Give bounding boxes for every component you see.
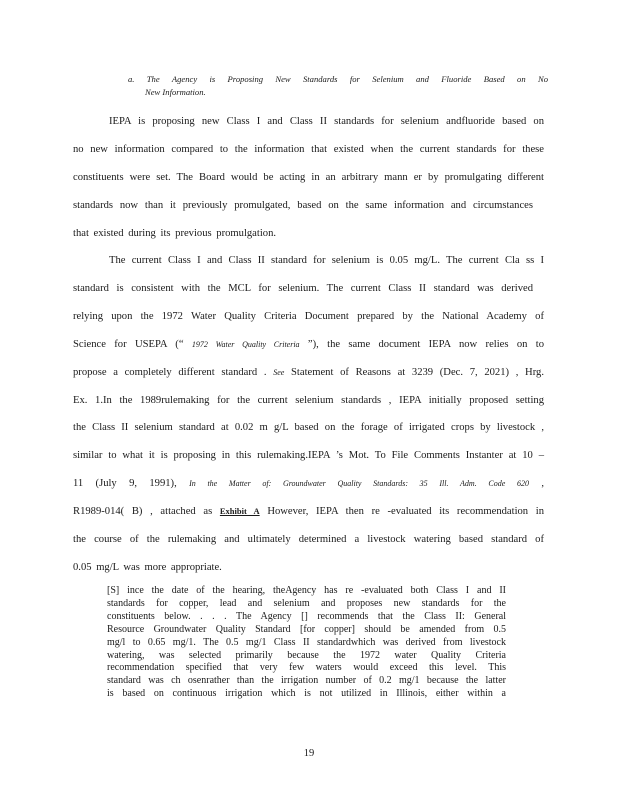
heading-line-2: New Information. — [145, 87, 206, 97]
paragraph-2-line — [73, 359, 544, 387]
quote-line: is based on continuous irrigation which is not utilized in Illinois, either within a — [107, 688, 506, 700]
quote-line: recommendation specified that very few waters would exceed this level. This — [107, 662, 506, 674]
citation-title: 1972 Water Quality Criteria — [191, 339, 300, 349]
paragraph-1-line: standards now than it previously promulgated, based on the same information and circumstances — [73, 199, 533, 211]
paragraph-2-line: the course of the rulemaking and ultimately determined a livestock watering based standard of — [73, 534, 544, 546]
text-segment: propose a completely different standard . — [73, 366, 267, 378]
paragraph-2-line — [73, 498, 544, 526]
text-segment: , — [541, 478, 544, 490]
quote-line: mg/l to 0.65 mg/1. The 0.5 mg/1 Class II standardwhich was derived from livestock — [107, 636, 506, 648]
quote-line: Resource Groundwater Quality Standard [for copper] should be amended from 0.5 — [107, 623, 506, 635]
quote-line: watering, was selected primarily because the 1972 water Quality Criteria — [107, 649, 506, 661]
paragraph-1-line: no new information compared to the information that existed when the current standards for these — [73, 143, 544, 155]
block-quote — [107, 585, 506, 701]
paragraph-2-line: Ex. 1.In the 1989rulemaking for the current selenium standards , IEPA initially proposed setting — [73, 394, 544, 406]
paragraph-1 — [73, 108, 544, 248]
quote-line: constituents below. . . . The Agency [] recommends that the Class II: General — [107, 610, 506, 622]
paragraph-2-line: similar to what it is proposing in this rulemaking.IEPA ’s Mot. To File Comments Instanter at 10 – — [73, 450, 544, 462]
paragraph-1-line: constituents were set. The Board would be acting in an arbitrary mann er by promulgating different — [73, 171, 544, 183]
paragraph-2-line: the Class II selenium standard at 0.02 m g/L based on the forage of irrigated crops by livestock , — [73, 422, 544, 434]
text-segment: 11 (July 9, 1991), — [73, 478, 177, 490]
exhibit-link[interactable]: Exhibit A — [219, 506, 260, 517]
citation-signal: See — [273, 367, 285, 377]
case-citation: In the Matter of: Groundwater Quality Standards: 35 Ill. Adm. Code 620 — [189, 479, 529, 489]
section-heading — [128, 73, 548, 99]
text-segment: Statement of Reasons at 3239 (Dec. 7, 2021) , Hrg. — [291, 366, 544, 378]
quote-line: standards for copper, lead and selenium and proposes new standards for the — [107, 597, 506, 609]
paragraph-2-line: 0.05 mg/L was more appropriate. — [73, 561, 222, 573]
heading-line-1: a. The Agency is Proposing New Standards for Selenium and Fluoride Based on No — [128, 74, 548, 84]
paragraph-2-line — [73, 470, 544, 498]
paragraph-2-line: The current Class I and Class II standard for selenium is 0.05 mg/L. The current Cla ss I — [109, 255, 544, 266]
text-segment: Science for USEPA (“ — [73, 338, 184, 350]
text-segment: ”), the same document IEPA now relies on to — [307, 338, 544, 350]
paragraph-2-line: standard is consistent with the MCL for selenium. The current Class II standard was derived — [73, 282, 533, 294]
paragraph-2 — [73, 247, 544, 582]
page-number: 19 — [303, 748, 315, 759]
text-segment: However, IEPA then re -evaluated its recommendation in — [267, 506, 545, 518]
paragraph-2-line: relying upon the 1972 Water Quality Criteria Document prepared by the National Academy of — [73, 310, 544, 322]
text-segment: R1989-014( B) , attached as — [73, 506, 213, 518]
paragraph-1-line: that existed during its previous promulgation. — [73, 227, 277, 239]
quote-line: standard was ch osenrather than the irrigation number of 0.2 mg/1 because the latter — [107, 675, 506, 687]
quote-line: [S] ince the date of the hearing, theAgency has re -evaluated both Class I and II — [107, 585, 506, 596]
paragraph-2-line — [73, 331, 544, 359]
paragraph-1-line: IEPA is proposing new Class I and Class II standards for selenium andfluoride based on — [109, 116, 544, 127]
